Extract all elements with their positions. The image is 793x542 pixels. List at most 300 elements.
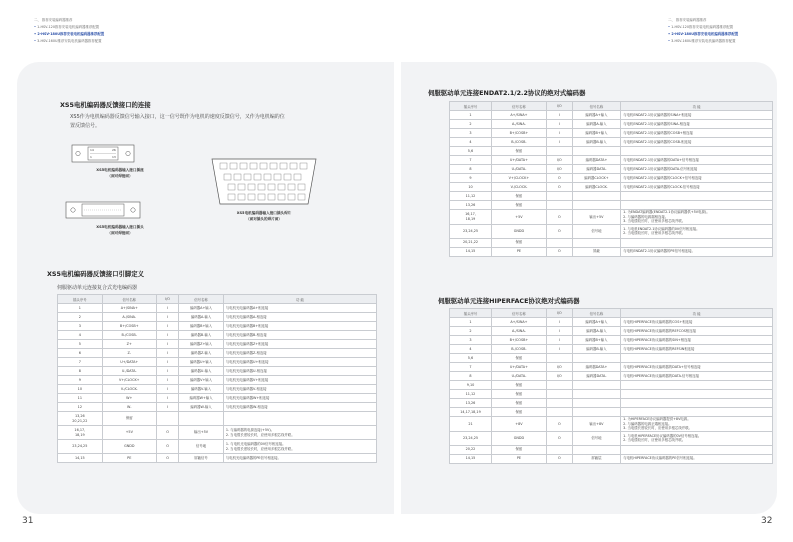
connector-socket-diagram [68,141,138,165]
table-row [58,412,377,426]
table-cell [621,399,773,408]
table-row [450,354,773,363]
table-cell: PE [491,247,546,256]
table-cell: 与电机光电编码器W+相连接 [223,394,376,403]
header-line: • 1-HSV-120推荐安装电机编码器推荐配置 [34,25,100,29]
column-header: 信号名称 [491,309,546,318]
table-cell: I/O [546,165,572,174]
table-row [450,120,773,129]
table-row [450,210,773,225]
table-cell [621,354,773,363]
table-row [450,372,773,381]
table-title: 伺服驱动单元连接ENDAT2.1/2.2协议的绝对式编码器 [428,89,586,97]
header-line: 二、 推荐安装编码器推荐 [668,18,707,22]
table-cell: 13,26 20,21,22 [58,412,103,426]
table-cell: V-/CLOCK- [491,183,546,192]
table-cell: 编码器B-输入 [179,331,224,340]
page-number: 31 [22,516,34,526]
table-cell [572,147,620,156]
table-cell: 与电机光电编码器B-相连接 [223,331,376,340]
table-cell [546,354,572,363]
table-cell: 编码器CLOCK- [572,183,620,192]
table-cell: 2 [450,120,492,129]
table-cell [546,147,572,156]
table-cell [572,445,620,454]
table-cell: 编码器B+输入 [572,129,620,138]
table-cell: 13,26 [450,201,492,210]
table-cell: 21 [450,417,492,432]
table-cell: 编码器CLOCK+ [572,174,620,183]
table-cell: 保留 [491,381,546,390]
table-cell: 编码器W+输入 [179,394,224,403]
table-cell: 8 [450,165,492,174]
table-row [450,431,773,445]
table-header-row [450,309,773,318]
table-cell: 与电机ENDAT2.1协议编码器的COSB-相连接 [621,138,773,147]
table-cell [572,390,620,399]
column-header: 插头序号 [58,295,103,304]
endat-pin-table [449,101,773,257]
section-title: XS5电机编码器反馈接口的连接 [60,101,151,109]
table-cell: B-/COSB- [491,138,546,147]
table-cell: 23,24,25 [58,440,103,454]
table-cell: I/O [546,363,572,372]
table-cell: 12 [58,403,103,412]
table-cell: 1. 为ENDAT编码器(ENDAT2.1协议编码器供+5V电源)。 2. 与编码器的电源端相连接。 3. 当电缆较长时，应使用多根芯线并联。 [621,210,773,225]
table-cell: 保留 [491,445,546,454]
table-row [58,426,377,440]
table-cell: B+/COSB+ [491,129,546,138]
table-row [450,238,773,247]
table-cell: I [156,403,178,412]
table-cell: I [156,322,178,331]
table-cell: B-/COSB- [491,345,546,354]
table-cell: 与电机光电编码器A-相连接 [223,313,376,322]
table-cell: 2 [58,313,103,322]
table-cell: 与电机光电编码器W-相连接 [223,403,376,412]
table-cell [621,381,773,390]
table-row [58,385,377,394]
table-cell: 编码器A+输入 [179,304,224,313]
table-cell: U-/DATA- [491,165,546,174]
table-cell: I [156,349,178,358]
table-cell: 与电机HIPERFACE协议编码器的DATA-信号相连接 [621,372,773,381]
table-cell: I [156,304,178,313]
table-cell: 1. 与电机ENDAT2.1协议编码器的0V信号相连接。 2. 当电缆较长时，应使用多根芯线并联。 [621,224,773,238]
table-cell: 1 [58,304,103,313]
table-cell: 输出+5V [179,426,224,440]
table-subtitle: 伺服驱动单元连接复合式光电编码器 [57,285,138,291]
table-cell: 1. 与电机光电编码器的0V信号相连接。 2. 当电缆长度较长时，应使用多根芯线并联。 [223,440,376,454]
table-row [450,183,773,192]
table-cell: 与电机ENDAT2.1协议编码器的COSB+相连接 [621,129,773,138]
table-cell: 屏蔽信号 [179,454,224,463]
table-cell: B-/COSB- [102,331,156,340]
table-cell: O [546,174,572,183]
table-cell: 1 [450,318,492,327]
table-row [450,174,773,183]
table-row [58,304,377,313]
table-cell: 编码器A+输入 [572,318,620,327]
table-cell: W+ [102,394,156,403]
table-cell: 与电机光电编码器V+相连接 [223,376,376,385]
table-cell: 8 [450,372,492,381]
table-cell: 与电机HIPERFACE协议编码器的COS+相连接 [621,318,773,327]
table-row [450,138,773,147]
table-cell: 与电机ENDAT2.1协议编码器的SINA-相连接 [621,120,773,129]
table-cell: 10 [450,183,492,192]
table-cell: 16,17, 18,19 [58,426,103,440]
connector-plug-diagram [64,198,142,222]
table-cell: 保留 [491,399,546,408]
table-cell: A+/SINA+ [102,304,156,313]
table-cell: 16,17, 18,19 [450,210,492,225]
table-cell [572,408,620,417]
table-row [450,111,773,120]
table-title: 伺服驱动单元连接HIPERFACE协议绝对式编码器 [438,297,580,305]
table-cell [546,192,572,201]
table-cell: 与电机HIPERFACE协议编码器的REFSIN相连接 [621,345,773,354]
table-cell: U+/DATA+ [491,156,546,165]
table-cell: 6 [58,349,103,358]
header-line: • 3-HSV-160U推荐安装电机编码器推荐配置 [34,39,102,43]
table-row [450,201,773,210]
table-cell: I [156,331,178,340]
table-cell: 编码器DATA- [572,165,620,174]
table-cell [621,390,773,399]
column-header: 信号名称 [102,295,156,304]
table-cell: 5 [58,340,103,349]
table-cell: 保留 [491,192,546,201]
table-cell: 保留 [491,354,546,363]
table-row [450,336,773,345]
table-cell: A-/SINA- [491,327,546,336]
table-cell: I [546,318,572,327]
table-row [450,408,773,417]
table-cell [546,201,572,210]
table-row [450,129,773,138]
table-cell: 3 [58,322,103,331]
table-cell: 编码器B+输入 [179,322,224,331]
table-cell: I [156,367,178,376]
table-cell: 1 [450,111,492,120]
table-cell: 3 [450,336,492,345]
table-cell [621,192,773,201]
table-cell [621,238,773,247]
table-cell: 与电机ENDAT2.1协议编码器的CLOCK+信号相连接 [621,174,773,183]
table-cell: I [546,336,572,345]
table-cell: B+/COSB+ [102,322,156,331]
table-cell: 11 [58,394,103,403]
table-cell: O [156,454,178,463]
table-row [58,340,377,349]
table-cell: W- [102,403,156,412]
table-cell: I [546,120,572,129]
table-cell: O [546,247,572,256]
table-row [58,367,377,376]
table-cell: 保留 [491,238,546,247]
table-row [450,445,773,454]
table-cell: 与电机光电编码器U+相连接 [223,358,376,367]
table-cell: 编码器V+输入 [179,376,224,385]
table-cell [156,412,178,426]
table-cell: 与电机ENDAT2.1协议编码器的PE信号相连接。 [621,247,773,256]
table-cell: I [156,385,178,394]
table-cell: 8 [58,367,103,376]
table-cell: 编码器DATA+ [572,363,620,372]
page-number: 32 [761,516,773,526]
table-cell: 13,26 [450,399,492,408]
table-cell: 14,15 [450,247,492,256]
table-cell [621,408,773,417]
table-row [58,403,377,412]
table-cell: 保留 [491,408,546,417]
table-cell: I [156,394,178,403]
column-header: 信号名称 [491,102,546,111]
table-cell: 9 [58,376,103,385]
table-cell: O [156,426,178,440]
table-row [450,399,773,408]
header-line: 二、 推荐安装编码器推荐 [34,18,73,22]
table-cell: 2 [450,327,492,336]
table-cell [546,238,572,247]
table-cell: 编码器B-输入 [572,345,620,354]
table-cell: 3 [450,129,492,138]
table-cell: U+/DATA+ [102,358,156,367]
table-cell: Z- [102,349,156,358]
table-cell: I/O [546,156,572,165]
table-cell: 编码器V-输入 [179,385,224,394]
table-row [58,322,377,331]
column-header: 信号名称 [179,295,224,304]
table-cell: PE [491,454,546,463]
table-row [58,349,377,358]
table-row [450,147,773,156]
table-cell [546,445,572,454]
table-cell: 编码器U-输入 [179,367,224,376]
paragraph: XS5作为电机编码器反馈信号输入接口，这一信号既作为电机的速度反馈信号，又作为电机编的位 置反馈信号。 [70,114,285,129]
table-cell: 与电机光电编码器B+相连接 [223,322,376,331]
table-cell: 信号地 [572,431,620,445]
table-cell: V+/CLOCK+ [102,376,156,385]
table-cell: 与电机ENDAT2.1协议编码器的SINA+相连接 [621,111,773,120]
table-cell: U-/DATA- [102,367,156,376]
table-cell: +5V [491,210,546,225]
table-row [58,454,377,463]
table-cell: 1. 与编码器的电源连接(+5V)。 2. 当电缆长度较长时，应使用多根芯线并联。 [223,426,376,440]
table-cell: 输出+5V [572,210,620,225]
table-cell: 保留 [102,412,156,426]
table-cell: 编码器B-输入 [572,138,620,147]
table-row [450,224,773,238]
table-cell [621,445,773,454]
column-header: 功 能 [621,102,773,111]
header-line-active: • 2-HSV-180U推荐安装电机编码器推荐配置 [34,32,105,36]
pin-definition-table [57,294,377,463]
table-header-row [450,102,773,111]
table-cell: 7 [58,358,103,367]
table-cell [546,381,572,390]
table-cell [546,408,572,417]
table-row [450,390,773,399]
table-cell: Z+ [102,340,156,349]
column-header: 信号名称 [572,102,620,111]
table-cell [572,399,620,408]
table-cell: 编码器W-输入 [179,403,224,412]
table-row [450,327,773,336]
table-cell: 5,6 [450,147,492,156]
table-cell: 与电机HIPERFACE协议编码器的PE信号相连接。 [621,454,773,463]
table-cell: I [546,138,572,147]
column-header: 信号名称 [572,309,620,318]
left-page-header [34,17,104,45]
table-cell: 编码器DATA+ [572,156,620,165]
section-title: XS5电机编码器反馈接口引脚定义 [47,270,145,278]
table-cell: 4 [450,345,492,354]
table-cell: I [156,313,178,322]
table-cell [546,399,572,408]
table-cell: 保留 [491,390,546,399]
table-cell [572,354,620,363]
table-cell: 与电机光电编码器的PE信号相连接。 [223,454,376,463]
table-cell: I/O [546,372,572,381]
table-cell: I [546,111,572,120]
dsub-solder-face-diagram [210,156,318,208]
table-row [450,363,773,372]
table-cell: 5,6 [450,354,492,363]
table-row [450,318,773,327]
table-cell: A+/SINA+ [491,111,546,120]
table-cell: 7 [450,156,492,165]
table-cell: 屏蔽层 [572,454,620,463]
figure-caption: XS5电机编码器输入接口插头 （面对焊接面） [96,225,144,235]
table-cell: 20,22 [450,445,492,454]
table-cell: 11,12 [450,192,492,201]
table-cell: O [546,210,572,225]
table-cell: GNDD [491,224,546,238]
column-header: 功 能 [621,309,773,318]
hiperface-pin-table [449,308,773,464]
table-cell: A+/SINA+ [491,318,546,327]
table-row [450,165,773,174]
table-row [58,440,377,454]
table-cell [572,238,620,247]
column-header: 插头序号 [450,309,492,318]
svg-text:13: 13 [112,155,116,159]
svg-text:14: 14 [90,148,94,152]
table-cell: 编码器A-输入 [179,313,224,322]
svg-text:26: 26 [112,148,116,152]
table-cell: I [156,358,178,367]
table-cell: 编码器DATA- [572,372,620,381]
table-cell: U-/DATA- [491,372,546,381]
table-cell: 编码器A-输入 [572,120,620,129]
table-cell: +5V [102,426,156,440]
table-cell [546,390,572,399]
figure-caption: XS5电机编码器输入接口插座 （面对焊接面） [96,168,144,178]
column-header: 插头序号 [450,102,492,111]
table-row [58,313,377,322]
table-cell: A-/SINA- [491,120,546,129]
column-header: I/O [156,295,178,304]
table-cell: +8V [491,417,546,432]
table-row [58,358,377,367]
header-line: • 3-HSV-160U推荐安装电机编码器推荐配置 [668,39,736,43]
table-cell: GNDD [491,431,546,445]
table-row [450,156,773,165]
table-cell: 10 [58,385,103,394]
table-cell: 与电机光电编码器U-相连接 [223,367,376,376]
table-cell: O [156,440,178,454]
column-header: 功 能 [223,295,376,304]
table-cell: 与电机HIPERFACE协议编码器的SIN+相连接 [621,336,773,345]
table-cell [621,147,773,156]
table-cell: 编码器Z+输入 [179,340,224,349]
table-cell: 编码器A-输入 [572,327,620,336]
column-header: I/O [546,309,572,318]
table-cell: 23,24,25 [450,224,492,238]
table-cell: O [546,417,572,432]
table-cell: 输出+8V [572,417,620,432]
table-header-row [58,295,377,304]
table-cell: 与电机ENDAT2.1协议编码器的CLOCK-信号相连接 [621,183,773,192]
table-row [58,376,377,385]
table-cell: 与电机ENDAT2.1协议编码器的DATA-信号相连接 [621,165,773,174]
column-header: I/O [546,102,572,111]
table-cell: 14,17,18,19 [450,408,492,417]
table-row [450,417,773,432]
table-row [450,381,773,390]
table-cell [572,201,620,210]
table-cell: 20,21,22 [450,238,492,247]
table-cell: O [546,454,572,463]
table-cell: I [156,340,178,349]
table-cell: O [546,183,572,192]
table-cell: V+/CLOCK+ [491,174,546,183]
header-line: • 1-HSV-120推荐安装电机编码器推荐配置 [668,25,734,29]
table-cell: 4 [450,138,492,147]
table-cell: 编码器U+输入 [179,358,224,367]
table-cell [572,381,620,390]
table-cell: 9 [450,174,492,183]
table-cell: PE [102,454,156,463]
table-row [450,345,773,354]
table-row [450,454,773,463]
table-cell: 编码器A+输入 [572,111,620,120]
table-cell: 9,10 [450,381,492,390]
table-cell: 14,15 [58,454,103,463]
svg-text:1: 1 [90,155,92,159]
table-cell: 与电机HIPERFACE协议编码器的REFCOS相连接 [621,327,773,336]
table-cell: 屏蔽 [572,247,620,256]
table-cell: O [546,224,572,238]
table-cell: 11,12 [450,390,492,399]
table-cell: I [546,345,572,354]
table-cell: 编码器B+输入 [572,336,620,345]
table-cell [572,192,620,201]
table-cell: I [156,376,178,385]
table-row [450,247,773,256]
table-cell: 4 [58,331,103,340]
table-cell: A-/SINA- [102,313,156,322]
table-cell: 编码器Z-输入 [179,349,224,358]
table-cell [621,201,773,210]
table-cell: 23,24,25 [450,431,492,445]
table-cell: O [546,431,572,445]
table-cell: V-/CLOCK- [102,385,156,394]
table-cell: 保留 [491,147,546,156]
table-cell: B+/COSB+ [491,336,546,345]
